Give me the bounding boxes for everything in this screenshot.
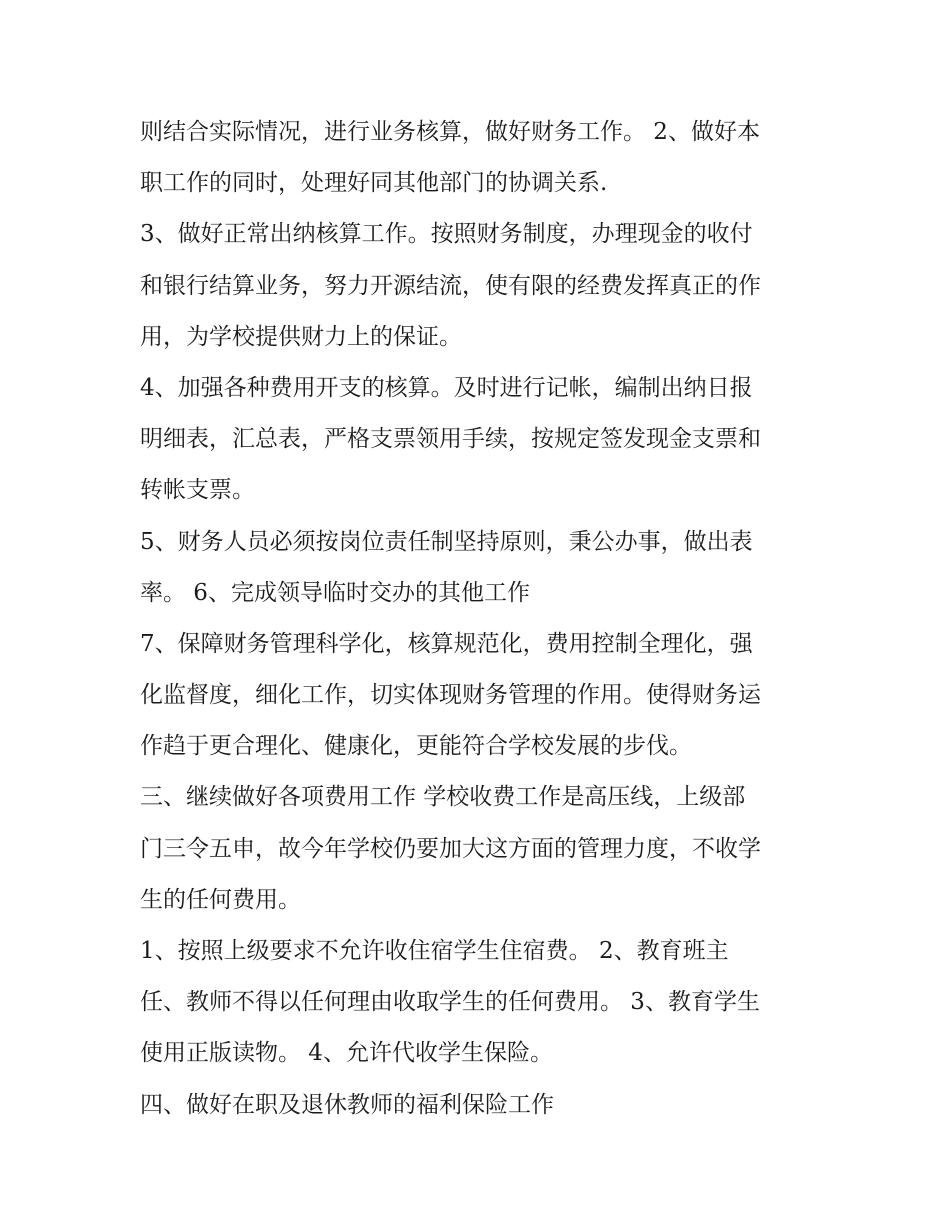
text-line: 3、做好正常出纳核算工作。按照财务制度，办理现金的收付 — [140, 221, 753, 248]
text-line: 和银行结算业务，努力开源结流，使有限的经费发挥真正的作 — [140, 272, 761, 299]
text-line: 1、按照上级要求不允许收住宿学生住宿费。 2、教育班主 — [140, 938, 729, 964]
text-line: 用，为学校提供财力上的保证。 — [140, 323, 462, 350]
body-text — [140, 107, 830, 1131]
text-line: 转帐支票。 — [140, 477, 255, 504]
text-line: 5、财务人员必须按岗位责任制坚持原则，秉公办事，做出表 — [140, 528, 753, 555]
text-line: 化监督度，细化工作，切实体现财务管理的作用。使得财务运 — [140, 682, 761, 709]
text-line: 率。 6、完成领导临时交办的其他工作 — [140, 579, 530, 606]
text-line: 使用正版读物。 4、允许代收学生保险。 — [140, 1040, 553, 1067]
text-line: 四、做好在职及退休教师的福利保险工作 — [140, 1091, 554, 1118]
text-line: 作趋于更合理化、健康化，更能符合学校发展的步伐。 — [140, 733, 692, 760]
text-line: 7、保障财务管理科学化，核算规范化，费用控制全理化，强 — [140, 630, 753, 657]
text-line: 门三令五申，故今年学校仍要加大这方面的管理力度，不收学 — [140, 835, 761, 862]
text-line: 职工作的同时，处理好同其他部门的协调关系. — [140, 170, 608, 197]
text-line: 4、加强各种费用开支的核算。及时进行记帐，编制出纳日报 — [140, 374, 753, 401]
text-line: 明细表，汇总表，严格支票领用手续，按规定签发现金支票和 — [140, 426, 761, 453]
text-line: 三、继续做好各项费用工作 学校收费工作是高压线，上级部 — [140, 784, 746, 811]
text-line: 任、教师不得以任何理由收取学生的任何费用。 3、教育学生 — [140, 989, 760, 1016]
text-line: 则结合实际情况，进行业务核算，做好财务工作。 2、做好本 — [140, 119, 760, 145]
text-line: 生的任何费用。 — [140, 886, 301, 913]
